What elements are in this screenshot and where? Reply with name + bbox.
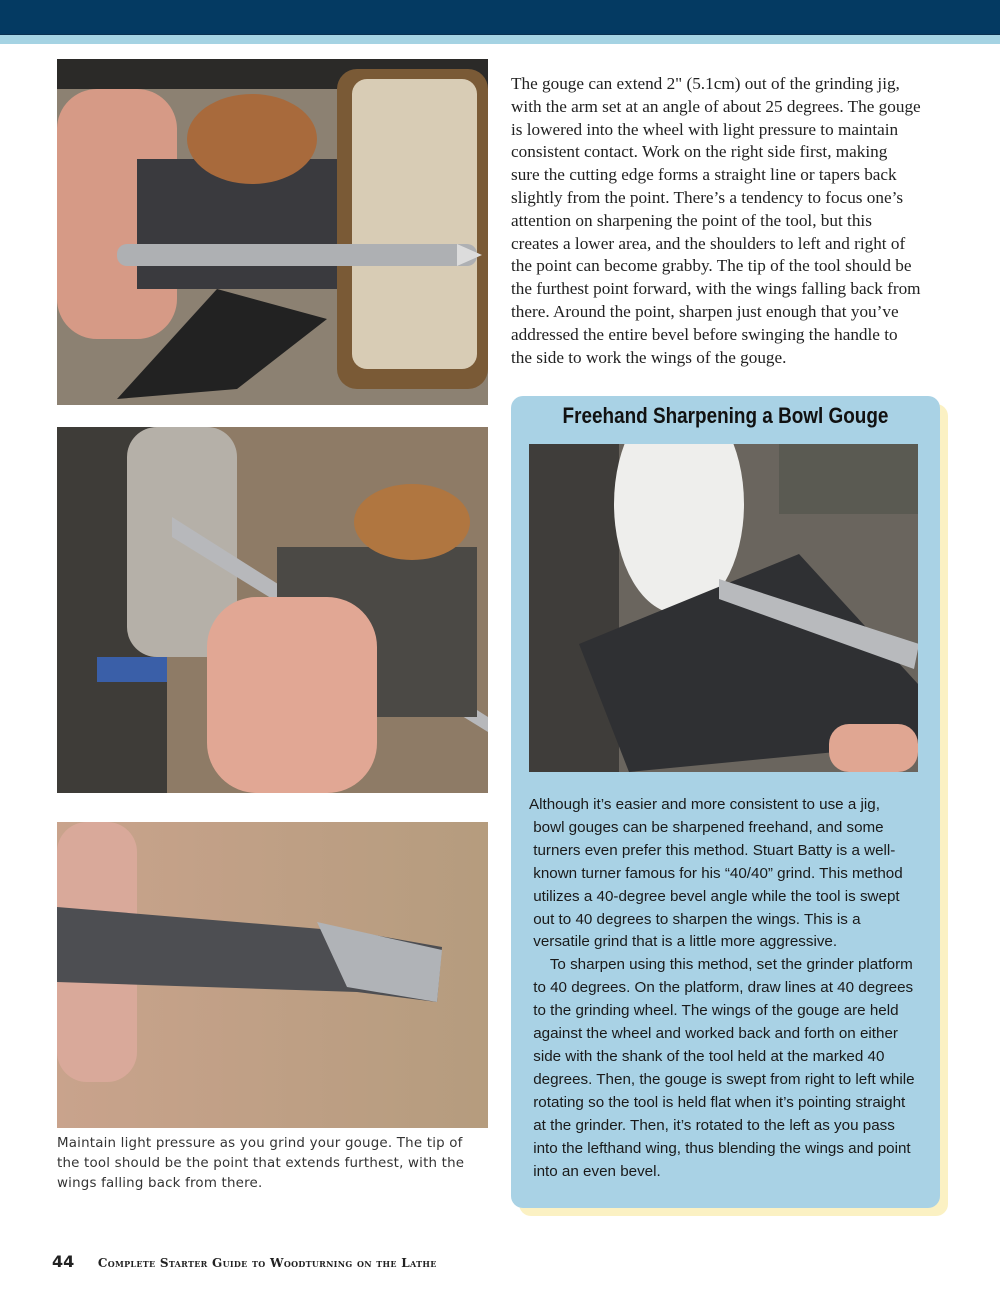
text-line: slightly from the point. There’s a tendency to focus one’s <box>511 187 904 207</box>
page-footer <box>52 1252 437 1271</box>
text-line: with the arm set at an angle of about 25 degrees. The gouge <box>511 96 921 116</box>
text-line: to the grinding wheel. The wings of the gouge are held <box>529 1002 899 1020</box>
page-number: 44 <box>52 1252 75 1271</box>
photo-gouge-tip-closeup <box>57 822 488 1128</box>
text-line: into the lefthand wing, thus blending the wings and point <box>529 1139 911 1157</box>
text-line: The gouge can extend 2" (5.1cm) out of the grinding jig, <box>511 74 900 93</box>
text-line: into an even bevel. <box>529 1162 661 1180</box>
text-line: out to 40 degrees to sharpen the wings. This is a <box>529 910 861 928</box>
main-body-text <box>511 73 921 369</box>
photo-gouge-in-jig <box>57 59 488 405</box>
text-line: consistent contact. Work on the right side first, making <box>511 142 888 162</box>
text-line: bowl gouges can be sharpened freehand, and some <box>529 818 884 836</box>
text-line: attention on sharpening the point of the tool, but this <box>511 210 872 230</box>
text-line: at the grinder. Then, it’s rotated to the left as you pass <box>529 1116 895 1134</box>
text-line: rotating so the tool is held flat when it’s pointing straight <box>529 1093 906 1111</box>
text-line: known turner famous for his “40/40” grind. This method <box>529 864 903 882</box>
text-line: turners even prefer this method. Stuart Batty is a well- <box>529 841 896 859</box>
text-line: Maintain light pressure as you grind your gouge. The tip of <box>57 1136 463 1151</box>
text-line: To sharpen using this method, set the grinder platform <box>529 956 913 974</box>
text-line: addressed the entire bevel before swinging the handle to <box>511 324 898 344</box>
text-line: is lowered into the wheel with light pressure to maintain <box>511 119 899 139</box>
text-line: the furthest point forward, with the wings falling back from <box>511 279 921 299</box>
book-title: Complete Starter Guide to Woodturning on the Lathe <box>97 1256 437 1270</box>
text-line: against the wheel and worked back and forth on either <box>529 1025 898 1043</box>
photo-freehand-sharpening <box>529 444 918 772</box>
photo-hand-adjusting-jig <box>57 427 488 793</box>
text-line: there. Around the point, sharpen just enough that you’ve <box>511 301 899 321</box>
header-stripe <box>0 34 1000 44</box>
sidebar-body-text <box>529 794 915 1183</box>
text-line: the point can become grabby. The tip of the tool should be <box>511 256 912 276</box>
text-line: versatile grind that is a little more aggressive. <box>529 933 838 951</box>
header-band <box>0 0 1000 34</box>
sidebar-title: Freehand Sharpening a Bowl Gouge <box>562 403 889 428</box>
text-line: side with the shank of the tool held at the marked 40 <box>529 1047 885 1065</box>
text-line: the tool should be the point that extends furthest, with the <box>57 1156 465 1171</box>
text-line: the side to work the wings of the gouge. <box>511 347 787 367</box>
text-line: degrees. Then, the gouge is swept from right to left while <box>529 1070 915 1088</box>
text-line: wings falling back from there. <box>57 1176 263 1191</box>
text-line: creates a lower area, and the shoulders to left and right of <box>511 233 906 253</box>
text-line: utilizes a 40-degree bevel angle while the tool is swept <box>529 887 900 905</box>
text-line: sure the cutting edge forms a straight line or tapers back <box>511 165 897 185</box>
photo-caption <box>57 1134 497 1194</box>
text-line: to 40 degrees. On the platform, draw lines at 40 degrees <box>529 979 914 997</box>
sidebar-box <box>511 396 940 1208</box>
text-line: Although it’s easier and more consistent to use a jig, <box>529 796 880 813</box>
